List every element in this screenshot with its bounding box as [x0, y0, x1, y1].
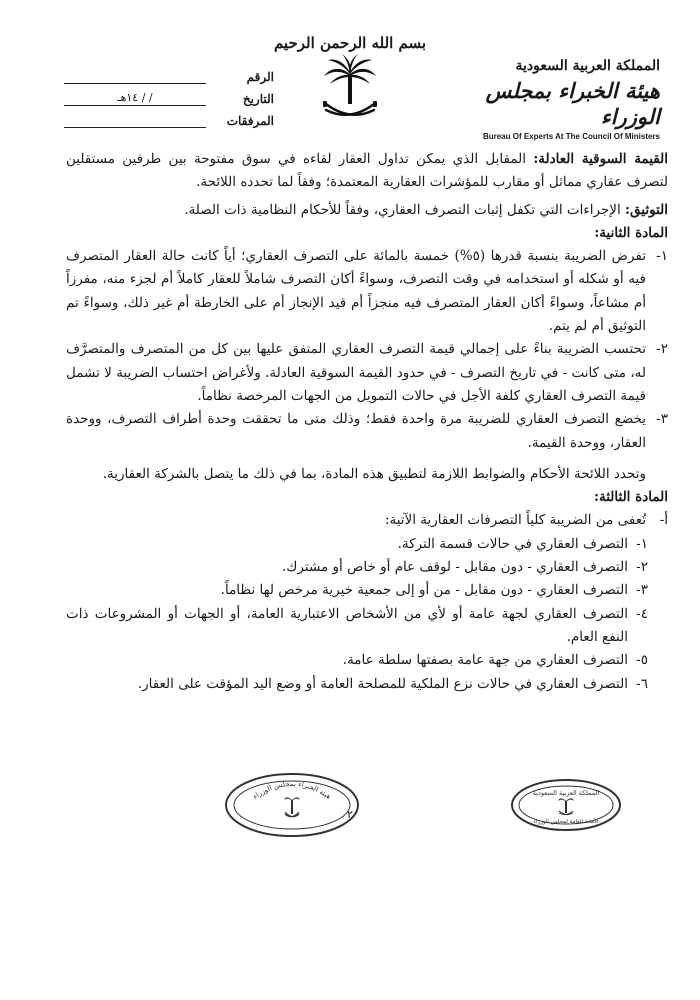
item-text: تُعفى من الضريبة كلياً التصرفات العقارية الآتية:: [384, 512, 646, 529]
list-item: [66, 533, 668, 556]
item-text: تحتسب الضريبة بناءً على إجمالي قيمة التصرف العقاري المتفق عليها بين كل من المتصرف والمتصرَّف له، متى كانت - في تاريخ التصرف - في حدود القيمة السوقية العادلة. ولأغراض احتساب الضريبة لا تشمل قيمة التصرف العقاري كلفة الأجل في حالات التمويل من الجهات المرخصة نظاماً.: [66, 341, 646, 404]
definition-term: التوثيق:: [625, 201, 668, 218]
seal-text: الأمانة العامة لمجلس الوزراء: [533, 819, 599, 825]
reference-line: [64, 69, 206, 84]
list-item: [66, 673, 668, 696]
basmala-calligraphy: بسم الله الرحمن الرحيم: [273, 34, 427, 52]
item-text: التصرف العقاري في حالات نزع الملكية للمصلحة العامة أو وضع اليد المؤقت على العقار.: [137, 675, 628, 692]
seal-text: هيئة الخبراء بمجلس الوزراء: [251, 779, 333, 801]
letterhead-reference-block: [64, 62, 274, 128]
reference-row: [64, 62, 274, 84]
kingdom-name: المملكة العربية السعودية: [515, 58, 660, 74]
svg-text:هيئة الخبراء بمجلس الوزراء: [252, 780, 333, 801]
article-two-closing: وتحدد اللائحة الأحكام والضوابط اللازمة لتطبيق هذه المادة، بما في ذلك ما يتصل بالشركة العقارية.: [102, 465, 646, 482]
secretariat-seal-stamp: [508, 776, 624, 834]
definition-text: المقابل الذي يمكن تداول العقار لقاءه في سوق مفتوحة بين طرفين مستقلين لتصرف عقاري مماثل أو مقارب للمؤشرات العقارية المعتمدة؛ وفقاً لما تحدده اللائحة.: [66, 151, 668, 191]
reference-label: الرقم: [246, 70, 274, 84]
item-number: ١-: [636, 535, 648, 552]
definition-fair-market-value: [66, 148, 668, 195]
seal-text: المملكة العربية السعودية: [532, 789, 600, 797]
item-number: ٢-: [636, 559, 648, 576]
item-text: تفرض الضريبة بنسبة قدرها (٥%) خمسة بالمائة على التصرف العقاري؛ أياً كانت حالة العقار المتصرف فيه أو شكله أو استخدامه في وقت التصرف، وسواءً أكان التصرف شاملاً للعقار كاملاً أم لجزء منه، مفرزاً أم مشاعاً، وسواءً أكان العقار المتصرف فيه منجزاً أم قيد الإنجاز أم على الخارطة أم غير ذلك، وسواءً تم التوثيق أم لم يتم.: [66, 248, 647, 335]
bureau-name-english: Bureau Of Experts At The Council Of Ministers: [482, 132, 660, 141]
item-text: التصرف العقاري في حالات قسمة التركة.: [397, 535, 628, 552]
article-three-intro: [66, 509, 668, 532]
bureau-seal-stamp: [222, 770, 362, 840]
list-item: [66, 245, 668, 338]
list-item: [66, 579, 668, 602]
item-number: ٥-: [636, 652, 648, 669]
item-number: ٦-: [636, 675, 648, 692]
item-text: يخضع التصرف العقاري للضريبة مرة واحدة فقط؛ وذلك متى ما تحققت وحدة أطراف التصرف، ووحدة العقار، ووحدة القيمة.: [66, 411, 646, 451]
list-item: [66, 556, 668, 579]
attachments-label: المرفقات: [226, 114, 274, 128]
list-item: [66, 649, 668, 672]
letterhead-right: [450, 58, 660, 141]
attachments-row: [64, 106, 274, 128]
item-text: التصرف العقاري - دون مقابل - من أو إلى جمعية خيرية مرخص لها نظاماً.: [220, 582, 628, 599]
item-number: أ-: [659, 512, 668, 529]
saudi-emblem-icon: [320, 52, 380, 124]
item-number: ٢-: [656, 341, 668, 358]
bureau-name-arabic: هيئة الخبراء بمجلس الوزراء: [485, 78, 660, 129]
attachments-line: [64, 113, 206, 128]
date-row: [64, 84, 274, 106]
document-body: [66, 148, 668, 696]
list-item: [66, 408, 668, 455]
definition-term: القيمة السوقية العادلة:: [533, 151, 669, 167]
item-text: التصرف العقاري لجهة عامة أو لأي من الأشخاص الاعتبارية العامة، أو الجهات أو المشروعات ذات النفع العام.: [66, 605, 628, 645]
page-number: ٢: [347, 808, 353, 821]
item-number: ١-: [656, 248, 668, 265]
item-text: التصرف العقاري من جهة عامة بصفتها سلطة عامة.: [342, 652, 628, 669]
definition-documentation: [66, 199, 668, 222]
item-number: ٤-: [636, 605, 648, 622]
item-number: ٣-: [656, 411, 668, 428]
article-three-heading: المادة الثالثة:: [593, 489, 668, 506]
article-two-heading: المادة الثانية:: [594, 224, 668, 241]
item-number: ٣-: [636, 582, 648, 599]
definition-text: الإجراءات التي تكفل إثبات التصرف العقاري، وفقاً للأحكام النظامية ذات الصلة.: [184, 201, 621, 218]
date-value: / / ١٤هـ: [64, 91, 206, 106]
date-label: التاريخ: [242, 92, 274, 106]
list-item: [66, 603, 668, 650]
item-text: التصرف العقاري - دون مقابل - لوقف عام أو خاص أو مشترك.: [282, 559, 628, 576]
list-item: [66, 338, 668, 408]
